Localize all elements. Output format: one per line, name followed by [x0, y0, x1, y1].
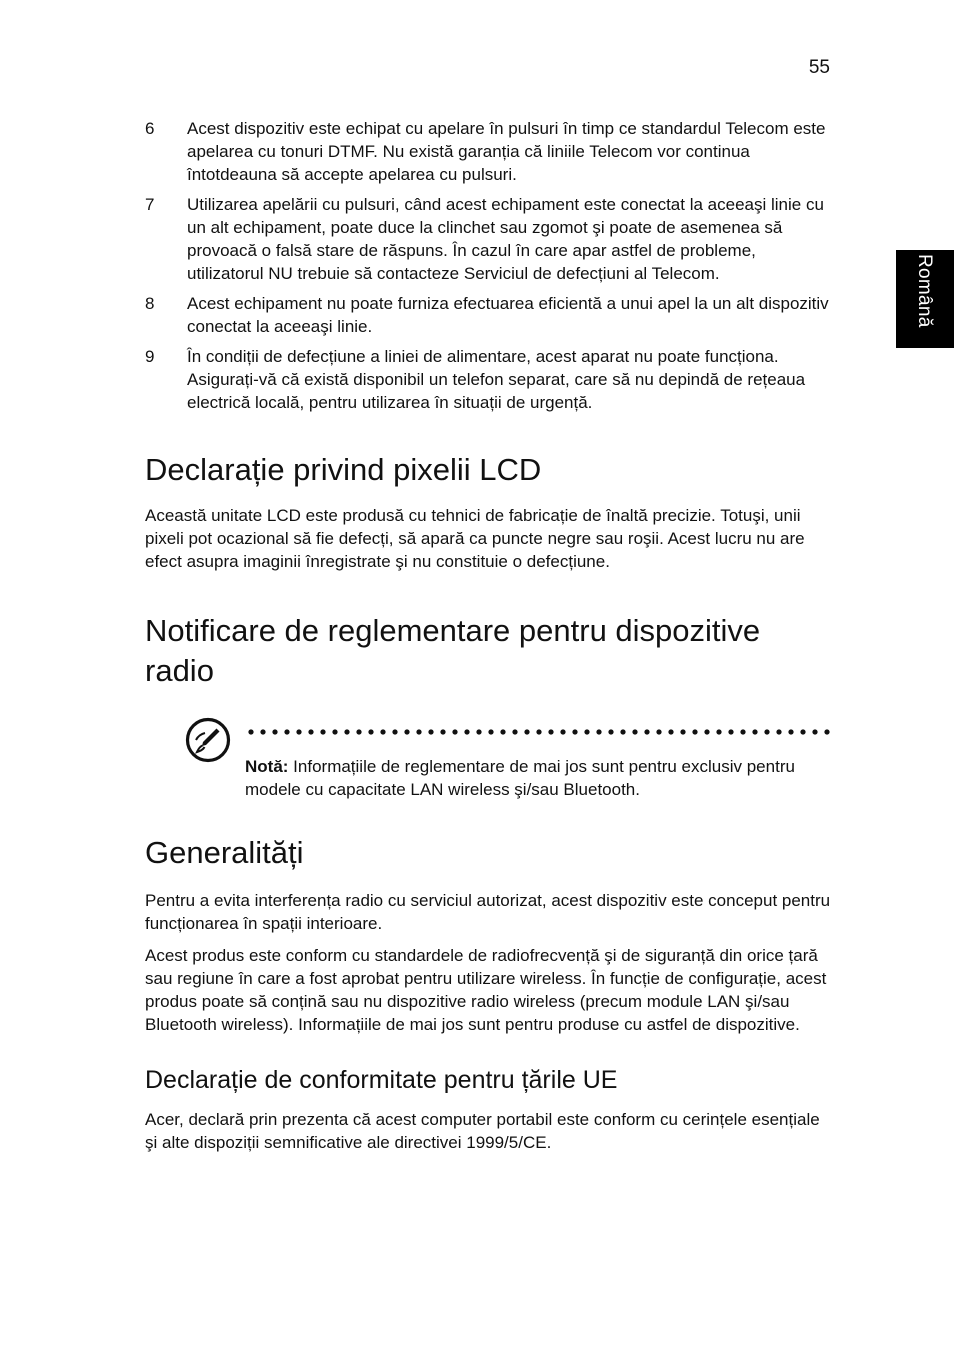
general-paragraph-2: Acest produs este conform cu standardele de radiofrecvență şi de siguranță din orice țară sau regiune în care a fost aprobat pentru utilizare wireless. În funcție de configurație, acest produs poate să conțină sau nu dispozitive radio wireless (precum module LAN şi/sau Bluetooth wireless). Informațiile de mai jos sunt pentru produse cu astfel de dispozitive. [145, 946, 827, 1034]
note-label: Notă: [245, 757, 289, 776]
list-item-number: 6 [145, 119, 155, 138]
general-paragraph-1: Pentru a evita interferența radio cu serviciul autorizat, acest dispozitiv este conceput pentru funcționarea în spații interioare. [145, 891, 831, 933]
list-item-number: 8 [145, 294, 155, 313]
page-number: 55 [808, 57, 830, 78]
note-text [245, 755, 845, 801]
lcd-heading: Declarație privind pixelii LCD [145, 452, 542, 487]
numbered-list [145, 117, 835, 414]
list-item-text: Acest echipament nu poate furniza efectuarea eficientă a unui apel la un alt dispozitiv conectat la aceeaşi linie. [187, 294, 829, 336]
list-item [145, 292, 835, 338]
list-item-number: 7 [145, 195, 155, 214]
general-heading: Generalități [145, 835, 304, 870]
eu-heading: Declarație de conformitate pentru țările UE [145, 1066, 618, 1094]
language-tab [896, 250, 954, 348]
note-divider [245, 729, 831, 735]
list-item-text: Acest dispozitiv este echipat cu apelare în pulsuri în timp ce standardul Telecom este apelarea cu tonuri DTMF. Nu există garanția că liniile Telecom vor continua întotdeauna să accepte apelarea cu pulsuri. [187, 119, 826, 184]
eu-body: Acer, declară prin prezenta că acest computer portabil este conform cu cerințele esențiale şi alte dispoziții semnificative ale directivei 1999/5/CE. [145, 1110, 820, 1152]
list-item [145, 117, 835, 186]
list-item-number: 9 [145, 347, 155, 366]
lcd-body: Această unitate LCD este produsă cu tehnici de fabricație de înaltă precizie. Totuşi, unii pixeli pot ocazional să fie defecți, să apară ca puncte negre sau roşii. Acest lucru nu are efect asupra imaginii înregistrate şi nu constituie o defecțiune. [145, 506, 805, 571]
list-item-text: Utilizarea apelării cu pulsuri, când acest echipament este conectat la aceeaşi linie cu un alt echipament, poate duce la clinchet sau zgomot şi poate de asemenea să provoacă o falsă stare de răspuns. În cazul în care apar astfel de probleme, utilizatorul NU trebuie să contacteze Serviciul de defecțiuni al Telecom. [187, 195, 824, 283]
list-item-text: În condiții de defecțiune a liniei de alimentare, acest aparat nu poate funcționa. Asigurați-vă că există disponibil un telefon separat, care să nu depindă de rețeaua electrică locală, pentru utilizarea în situații de urgență. [187, 347, 806, 412]
note-body: Informațiile de reglementare de mai jos sunt pentru exclusiv pentru modele cu capacitate LAN wireless şi/sau Bluetooth. [245, 757, 795, 799]
note-pen-icon [185, 717, 231, 763]
note-box [185, 717, 835, 811]
radio-heading: Notificare de reglementare pentru dispozitive radio [145, 613, 761, 688]
list-item [145, 345, 835, 414]
page-content [145, 117, 835, 1154]
list-item [145, 193, 835, 285]
language-tab-label: Română [914, 254, 935, 328]
